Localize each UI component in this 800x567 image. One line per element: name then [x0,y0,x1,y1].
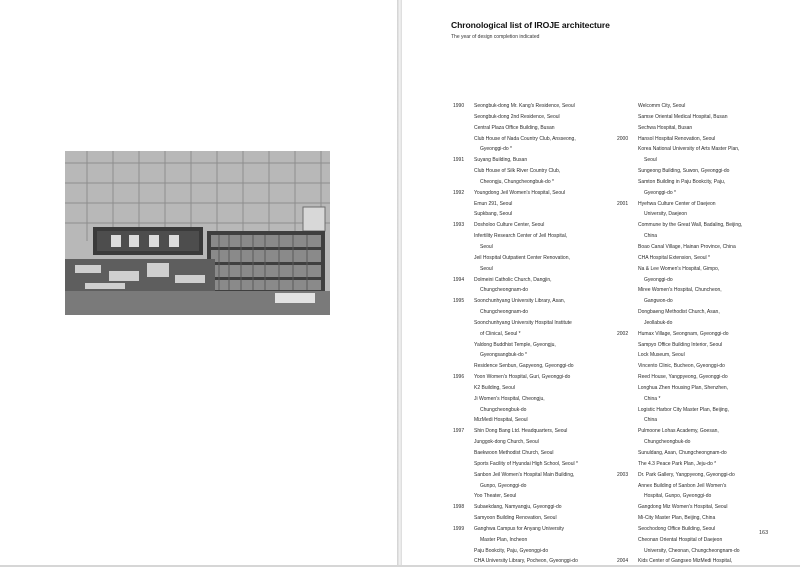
list-item [453,394,635,405]
list-item [453,123,635,134]
project-entry: Ganghwa Campus for Anyang University [474,525,565,532]
project-entry: Seochodong Office Building, Seoul [638,525,716,532]
year-label: 1990 [453,103,465,109]
list-item [453,448,635,459]
year-label: 1996 [453,374,465,381]
list-item [453,285,635,296]
project-entry: Soonchunhyang University Library, Asan, [474,298,566,305]
list-item [617,513,777,524]
list-item [617,242,777,253]
list-item [617,383,777,394]
list-item [453,144,635,155]
project-entry: Residence Senbun, Gapyeong, Gyeonggi-do [474,363,574,370]
year-label: 2000 [617,135,629,142]
project-entry: Chungcheongbuk-do [644,439,691,446]
list-item [617,524,777,535]
project-entry: Cheonan Oriental Hospital of Daejeon [638,536,723,543]
list-item [617,307,777,318]
list-item [617,209,777,220]
list-item [453,155,635,166]
list-item [453,426,635,437]
list-item [453,383,635,394]
project-entry: University, Cheonan, Chungcheongnam-do [644,547,740,554]
list-item [617,415,777,426]
list-item [617,350,777,361]
list-item [617,112,777,123]
page-title: Chronological list of IROJE architecture [451,20,610,30]
project-entry: CHA University Library, Pocheon, Gyeonggi-do [474,558,578,565]
list-item [617,340,777,351]
list-item [453,481,635,492]
project-entry: Seoul [480,243,493,250]
list-item [453,513,635,524]
project-entry: Na & Lee Women's Hospital, Gimpo, [638,265,720,272]
list-item [453,546,635,557]
list-item [453,405,635,416]
project-entry: Supkbang, Seoul [474,211,513,218]
chronology-column-left [453,101,635,567]
project-entry: Shin Dong Bang Ltd. Headquarters, Seoul [474,428,568,435]
project-entry: Cheongju, Chungcheongbuk-do * [480,178,554,185]
project-entry: Dosholoo Culture Center, Seoul [474,222,545,229]
project-entry: Jeil Hospital Outpatient Center Renovation, [474,254,570,261]
list-item [617,199,777,210]
list-item [617,123,777,134]
list-item [453,470,635,481]
project-entry: Samton Building in Paju Bookcity, Paju, [638,178,726,185]
project-entry: Logistic Harbor City Master Plan, Beijing, [638,406,729,413]
project-entry: Paju Bookcity, Paju, Gyeonggi-do [474,547,549,554]
list-item [453,350,635,361]
project-entry: Gangdong Miz Women's Hospital, Seoul [638,504,728,511]
project-entry: Gunpo, Gyeonggi-do [480,482,527,489]
list-item [453,437,635,448]
project-entry: Chungcheongbuk-do [480,406,527,413]
photo-icon [65,151,330,315]
list-item [617,491,777,502]
project-entry: Dolmeini Catholic Church, Dangjin, [474,276,552,283]
list-item [617,296,777,307]
project-entry: Reed House, Yangpyeong, Gyeonggi-do [638,374,728,381]
list-item [453,134,635,145]
year-label: 2004 [617,558,629,565]
list-item [453,372,635,383]
list-item [617,231,777,242]
list-item [453,329,635,340]
list-item [453,491,635,502]
project-entry: Yaldong Buddhist Temple, Gyeongju, [474,341,556,348]
left-page [0,0,398,565]
list-item [453,502,635,513]
project-entry: Youngdong Jeil Women's Hospital, Seoul [474,189,566,196]
list-item [617,329,777,340]
project-entry: Miree Women's Hospital, Chuncheon, [638,287,722,294]
project-entry: Chungcheongnam-do [480,309,529,316]
project-entry: Hospital, Gunpo, Gyeonggi-do [644,493,712,500]
project-entry: Junggok-dong Church, Seoul [474,439,539,446]
project-entry: Seongbuk-dong 2nd Residence, Seoul [474,113,560,120]
list-item [453,177,635,188]
project-entry: Yoo Theater, Seoul [474,493,517,500]
project-entry: China [644,417,658,424]
year-label: 2001 [617,200,629,207]
project-entry: Seoul [480,265,493,272]
project-entry: Suyang Building, Busan [474,157,528,164]
list-item [617,448,777,459]
list-item [453,209,635,220]
list-item [617,437,777,448]
project-entry: Sampyo Office Building Interior, Seoul [638,341,723,348]
project-entry: Sunuldang, Asan, Chungcheongnam-do [638,450,727,456]
project-entry: China * [644,395,661,402]
page-subtitle: The year of design completion indicated [451,34,540,40]
project-entry: Mi-City Master Plan, Beijing, China [638,515,716,522]
project-entry: Welcomm City, Seoul [638,103,686,109]
project-entry: Gyeonggi-do * [644,189,676,196]
project-entry: Baekwoon Methodist Church, Seoul [474,450,554,456]
project-entry: Hyehwa Culture Center of Daejeon [638,200,716,207]
project-entry: Chungcheongnam-do [480,287,529,294]
project-entry: Korea National University of Arts Master Plan, [638,146,740,153]
project-entry: Vincento Clinic, Bucheon, Gyeonggi-do [638,363,725,370]
project-entry: K2 Building, Seoul [474,384,515,391]
project-entry: Sanbon Jeil Women's Hospital Main Building, [474,471,575,478]
list-item [453,318,635,329]
project-entry: of Clinical, Seoul * [480,330,521,337]
project-entry: Gyeonggi-do [644,276,673,283]
list-item [453,264,635,275]
project-entry: Annex Building of Sanbon Jeil Women's [638,482,727,489]
project-entry: Emun 291, Seoul [474,200,513,207]
project-entry: Club House of Silk River Country Club, [474,168,561,175]
list-item [617,264,777,275]
list-item [617,144,777,155]
project-entry: China [644,233,658,240]
list-item [453,459,635,470]
list-item [617,275,777,286]
list-item [617,405,777,416]
list-item [453,415,635,426]
year-label: 1999 [453,525,465,532]
project-entry: Central Plaza Office Building, Busan [474,124,555,131]
list-item [617,101,777,112]
project-entry: Boao Canal Village, Hainan Province, China [638,243,736,250]
list-item [453,242,635,253]
project-entry: Gyeonggi-do * [480,146,512,153]
list-item [617,318,777,329]
project-entry: MizMedi Hospital, Seoul [474,417,528,424]
project-entry: Seongbuk-dong Mr. Kang's Residence, Seoul [474,103,575,109]
list-item [617,134,777,145]
page-number: 163 [759,530,769,536]
list-item [617,546,777,557]
project-entry: Jeollabuk-do [644,319,673,326]
year-label: 1998 [453,504,465,511]
list-item [453,112,635,123]
project-entry: The 4.3 Peace Park Plan, Jeju-do * [638,460,717,467]
project-entry: Sports Facility of Hyundai High School, Seoul * [474,460,578,467]
project-entry: Commune by the Great Wall, Badaling, Beijing, [638,222,743,229]
year-label: 1993 [453,222,465,229]
project-entry: Samyoon Building Renovation, Seoul [474,515,557,522]
project-entry: Sechwa Hospital, Busan [638,124,693,131]
list-item [453,275,635,286]
list-item [617,394,777,405]
list-item [617,220,777,231]
list-item [453,361,635,372]
list-item [617,426,777,437]
list-item [453,101,635,112]
list-item [617,535,777,546]
project-entry: Gangwon-do [644,298,673,305]
year-label: 2003 [617,471,629,478]
project-entry: CHA Hospital Extension, Seoul * [638,254,710,261]
project-entry: Master Plan, Incheon [480,536,528,543]
year-label: 1997 [453,428,465,435]
year-label: 1994 [453,276,465,283]
list-item [617,253,777,264]
list-item [617,556,777,567]
project-entry: Sungeong Building, Suwon, Gyeonggi-do [638,168,730,175]
project-entry: Lock Museum, Seoul [638,352,685,359]
project-entry: Club House of Nada Country Club, Ansseong, [474,135,576,142]
list-item [453,307,635,318]
project-entry: Hansol Hospital Renovation, Seoul [638,135,716,142]
project-entry: Longhua Zhen Housing Plan, Shenzhen, [638,384,729,391]
list-item [617,502,777,513]
list-item [453,188,635,199]
list-item [453,535,635,546]
project-entry: Dr. Park Gallery, Yangpyeong, Gyeonggi-do [638,471,735,478]
project-entry: Ji Women's Hospital, Cheongju, [474,395,545,402]
list-item [453,220,635,231]
list-item [453,199,635,210]
list-item [617,470,777,481]
list-item [617,361,777,372]
list-item [617,188,777,199]
list-item [617,372,777,383]
project-entry: Humax Village, Seongnam, Gyeonggi-do [638,330,729,337]
list-item [617,166,777,177]
year-label: 1992 [453,189,465,196]
project-entry: Subaekdang, Namyangju, Gyeonggi-do [474,504,562,511]
list-item [617,459,777,470]
chronology-column-right [617,101,777,567]
list-item [453,253,635,264]
list-item [617,155,777,166]
list-item [617,177,777,188]
project-entry: Seoul [644,157,657,164]
list-item [453,231,635,242]
project-entry: Kids Center of Gangseo MizMedi Hospital, [638,558,733,565]
project-entry: Dongbaeng Methodist Church, Asan, [638,309,720,316]
list-item [453,340,635,351]
project-entry: Samse Oriental Medical Hospital, Busan [638,113,728,120]
list-item [617,481,777,492]
project-entry: Soonchunhyang University Hospital Institute [474,319,572,326]
project-entry: Pulmoone Lohas Academy, Goesan, [638,428,719,435]
list-item [453,166,635,177]
list-item [453,524,635,535]
office-interior-photo [65,151,330,315]
project-entry: Infertility Research Center of Jeil Hospital, [474,233,568,240]
project-entry: University, Daejeon [644,211,687,218]
list-item [453,556,635,567]
year-label: 1995 [453,298,465,305]
year-label: 2002 [617,330,629,337]
project-entry: Gyeongsangbuk-do * [480,352,527,359]
list-item [617,285,777,296]
list-item [453,296,635,307]
project-entry: Yoon Women's Hospital, Guri, Gyeonggi-do [474,374,571,381]
year-label: 1991 [453,157,465,164]
